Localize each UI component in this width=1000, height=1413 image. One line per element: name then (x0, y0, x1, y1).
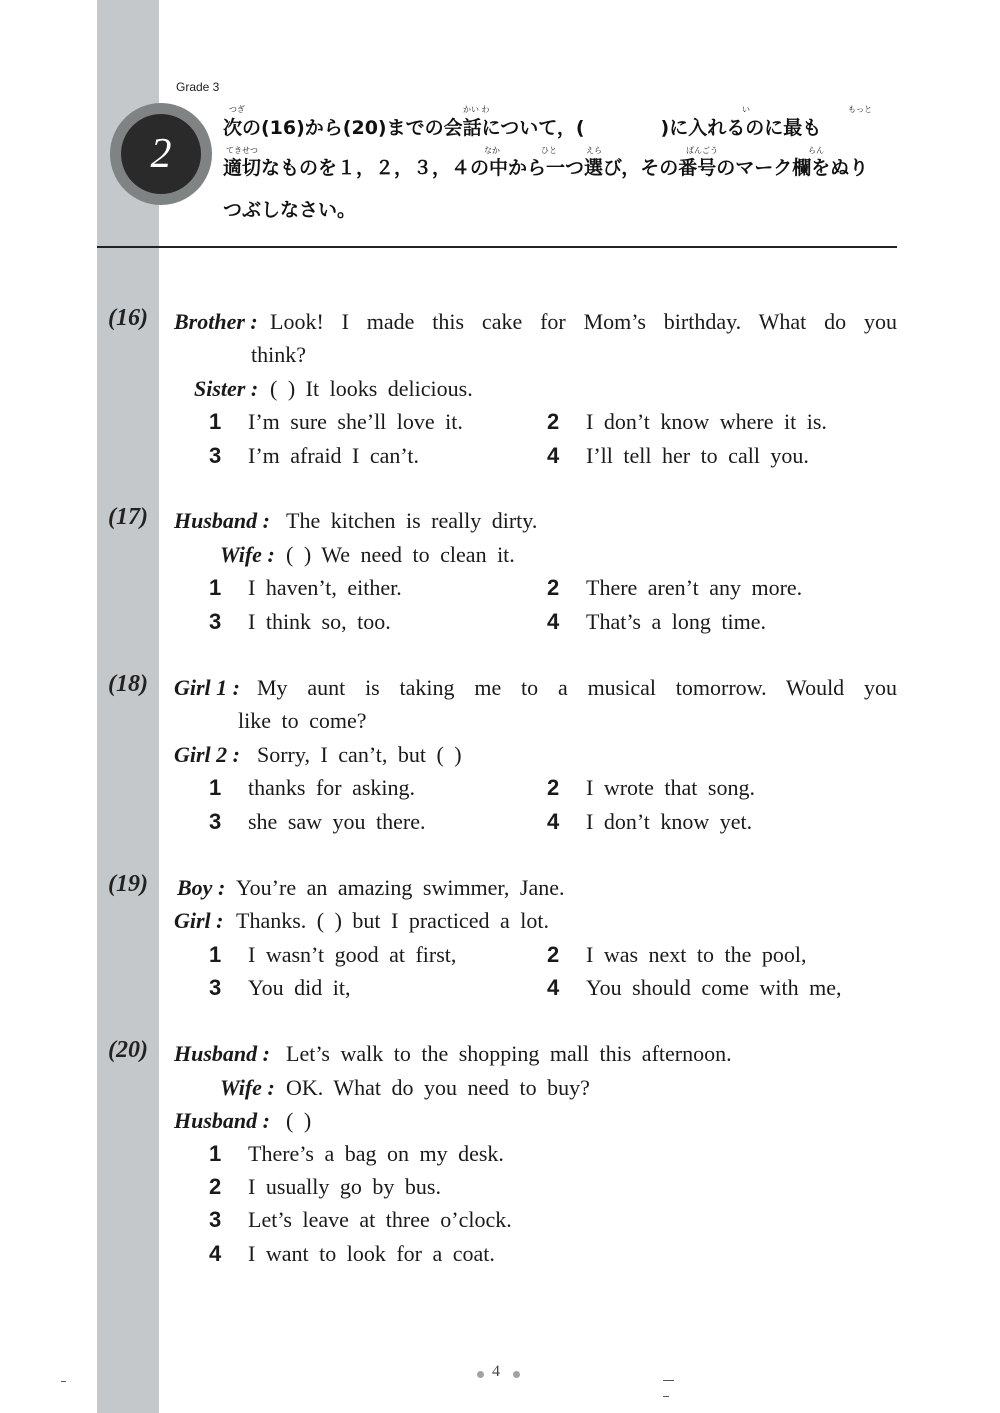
speaker-label: Husband : (174, 508, 270, 533)
choice-text: I wrote that song. (586, 775, 755, 800)
instruction-line: つぶしなさい。 (223, 199, 357, 221)
choice-number: 1 (209, 575, 222, 600)
choice-text: Let’s leave at three o’clock. (248, 1207, 512, 1232)
choice-text: I was next to the pool, (586, 942, 807, 967)
dialogue-line: Let’s walk to the shopping mall this afternoon. (286, 1041, 732, 1066)
speaker-label: Girl : (174, 908, 224, 933)
page-dot (477, 1371, 484, 1378)
speaker-label: Girl 2 : (174, 742, 240, 767)
choice-text: I wasn’t good at first, (248, 942, 457, 967)
grade-label: Grade 3 (176, 80, 220, 94)
choice-text: I think so, too. (248, 609, 391, 634)
furigana: てきせつ (226, 146, 258, 155)
choice-number: 3 (209, 1207, 222, 1232)
speaker-label: Brother : (174, 309, 258, 334)
choice-number: 4 (547, 975, 560, 1000)
dialogue-line: My aunt is taking me to a musical tomorrow. Would you (257, 675, 897, 700)
speaker-label: Wife : (220, 1075, 275, 1100)
section-number: 2 (121, 114, 201, 194)
choice-number: 4 (547, 443, 560, 468)
choice-number: 1 (209, 1141, 222, 1166)
speaker-label: Sister : (194, 376, 259, 401)
choice-text: I’m afraid I can’t. (248, 443, 419, 468)
crop-mark (663, 1380, 674, 1381)
furigana: らん (808, 146, 824, 155)
choice-number: 3 (209, 809, 222, 834)
choice-text: There’s a bag on my desk. (248, 1141, 504, 1166)
dialogue-line: like to come? (238, 708, 367, 733)
question-number: (20) (108, 1037, 148, 1063)
speaker-label: Boy : (177, 875, 226, 900)
speaker-label: Wife : (220, 542, 275, 567)
choice-number: 1 (209, 409, 222, 434)
choice-text: I don’t know where it is. (586, 409, 827, 434)
choice-number: 3 (209, 443, 222, 468)
side-band (97, 0, 159, 1413)
choice-text: You should come with me, (586, 975, 842, 1000)
choice-number: 4 (209, 1241, 222, 1266)
choice-text: I haven’t, either. (248, 575, 402, 600)
dialogue-line: ( ) It looks delicious. (270, 376, 473, 401)
choice-number: 4 (547, 609, 560, 634)
furigana: ばんごう (686, 146, 718, 155)
furigana: なか (484, 146, 500, 155)
dialogue-line: ( ) (286, 1108, 312, 1133)
choice-number: 1 (209, 942, 222, 967)
furigana: い (742, 105, 750, 114)
dialogue-line: You’re an amazing swimmer, Jane. (236, 875, 565, 900)
choice-text: You did it, (248, 975, 351, 1000)
dialogue-line: ( ) We need to clean it. (286, 542, 515, 567)
choice-text: she saw you there. (248, 809, 426, 834)
choice-number: 3 (209, 609, 222, 634)
crop-mark (663, 1396, 669, 1397)
choice-number: 2 (547, 409, 560, 434)
furigana: かい わ (463, 105, 490, 114)
instruction-line: 次の(16)から(20)までの会話について，( )に入れるのに最も (223, 117, 822, 139)
page-dot (513, 1371, 520, 1378)
choice-number: 4 (547, 809, 560, 834)
furigana: つぎ (229, 105, 245, 114)
choice-text: There aren’t any more. (586, 575, 803, 600)
crop-mark (61, 1381, 66, 1382)
speaker-label: Girl 1 : (174, 675, 240, 700)
dialogue-line: Look! I made this cake for Mom’s birthday. What do you (270, 309, 897, 334)
choice-text: thanks for asking. (248, 775, 416, 800)
choice-number: 2 (547, 575, 560, 600)
instruction-line: 適切なものを１，２，３，４の中から一つ選び，その番号のマーク欄をぬり (223, 157, 869, 179)
furigana: もっと (848, 105, 872, 114)
furigana: ひと (541, 146, 557, 155)
question-number: (18) (108, 671, 148, 697)
question-number: (17) (108, 504, 148, 530)
choice-text: I want to look for a coat. (248, 1241, 495, 1266)
choice-text: I usually go by bus. (248, 1174, 441, 1199)
question-number: (19) (108, 871, 148, 897)
choice-number: 3 (209, 975, 222, 1000)
page-number: 4 (492, 1363, 500, 1380)
choice-number: 2 (209, 1174, 222, 1199)
speaker-label: Husband : (174, 1108, 270, 1133)
speaker-label: Husband : (174, 1041, 270, 1066)
dialogue-line: think? (251, 342, 306, 367)
dialogue-line: Thanks. ( ) but I practiced a lot. (236, 908, 549, 933)
choice-number: 2 (547, 775, 560, 800)
dialogue-line: The kitchen is really dirty. (286, 508, 538, 533)
dialogue-line: Sorry, I can’t, but ( ) (257, 742, 462, 767)
choice-text: That’s a long time. (586, 609, 766, 634)
question-number: (16) (108, 305, 148, 331)
dialogue-line: OK. What do you need to buy? (286, 1075, 590, 1100)
furigana: えら (586, 146, 602, 155)
header-divider (97, 246, 897, 248)
choice-number: 2 (547, 942, 560, 967)
choice-text: I’ll tell her to call you. (586, 443, 809, 468)
choice-text: I don’t know yet. (586, 809, 753, 834)
choice-text: I’m sure she’ll love it. (248, 409, 463, 434)
choice-number: 1 (209, 775, 222, 800)
